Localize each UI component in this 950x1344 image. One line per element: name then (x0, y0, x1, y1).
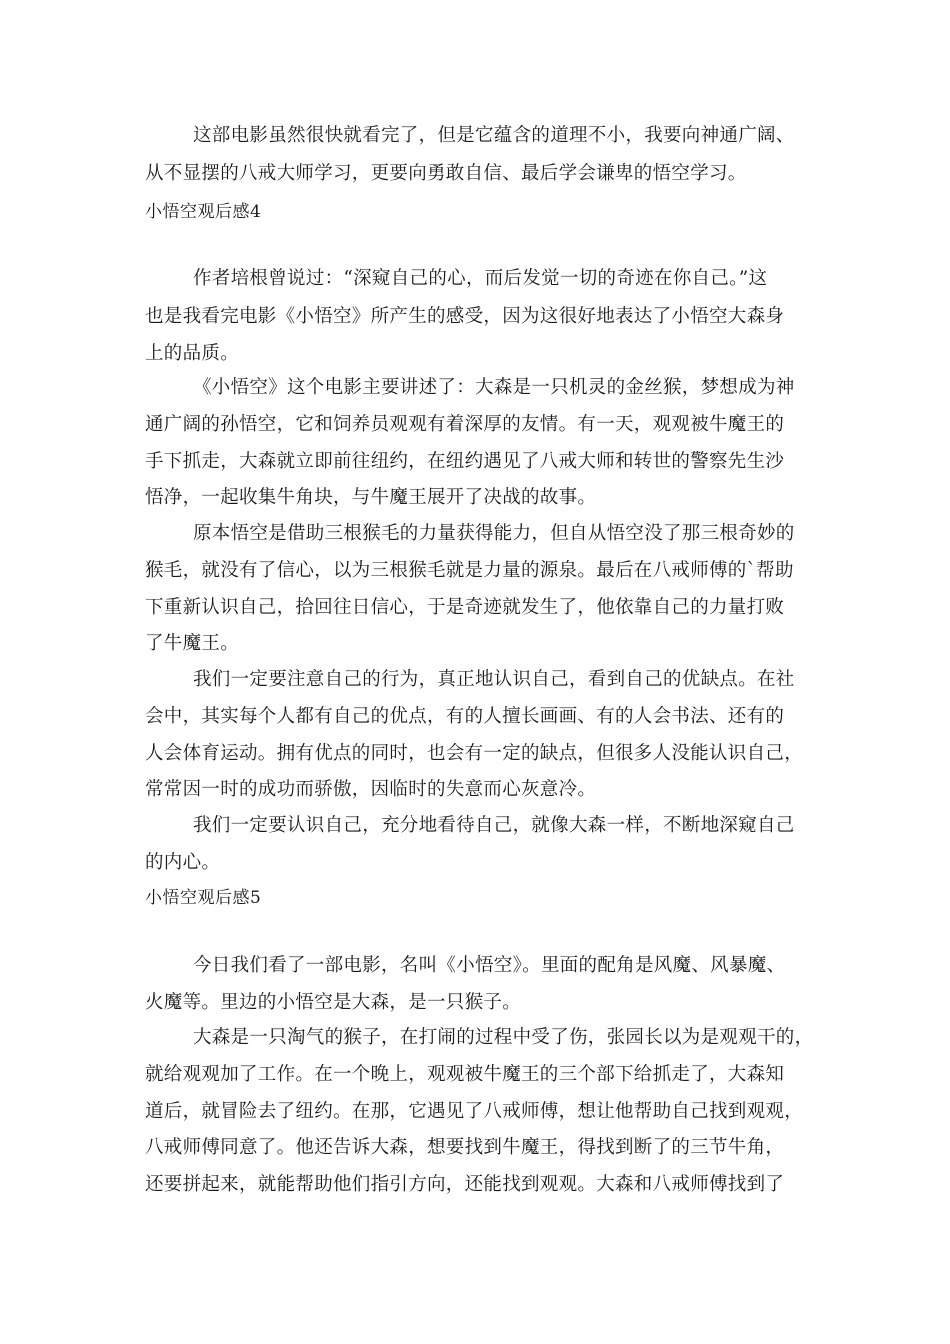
text-line: 也是我看完电影《小悟空》所产生的感受，因为这很好地表达了小悟空大森身 (145, 306, 785, 327)
text-line: 还要拼起来，就能帮助他们指引方向，还能找到观观。大森和八戒师傅找到了 (145, 1174, 785, 1195)
text-line: 常常因一时的成功而骄傲，因临时的失意而心灰意冷。 (145, 779, 597, 800)
text-line: 今日我们看了一部电影，名叫《小悟空》。里面的配角是风魔、风暴魔、 (193, 955, 786, 976)
text-line: 大森是一只淘气的猴子，在打闹的过程中受了伤，张园长以为是观观干的， (193, 1027, 814, 1048)
text-line: 人会体育运动。拥有优点的同时，也会有一定的缺点，但很多人没能认识自己， (145, 743, 804, 764)
section-heading-5: 小悟空观后感5 (145, 888, 262, 908)
text-line: 悟净，一起收集牛角块，与牛魔王展开了决战的故事。 (145, 487, 597, 508)
text-line: 下重新认识自己，拾回往日信心，于是奇迹就发生了，他依靠自己的力量打败 (145, 597, 785, 618)
text-line: 上的品质。 (145, 343, 240, 364)
text-line: 了牛魔王。 (145, 633, 240, 654)
text-line: 猴毛，就没有了信心，以为三根猴毛就是力量的源泉。最后在八戒师傅的`帮助 (145, 560, 794, 581)
text-line: 我们一定要认识自己，充分地看待自己，就像大森一样，不断地深窥自己 (193, 815, 795, 836)
text-line: 这部电影虽然很快就看完了，但是它蕴含的道理不小，我要向神通广阔、 (193, 125, 795, 146)
section-heading-4: 小悟空观后感4 (145, 202, 262, 222)
text-line: 会中，其实每个人都有自己的优点，有的人擅长画画、有的人会书法、还有的 (145, 706, 785, 727)
text-line: 作者培根曾说过：“深窥自己的心，而后发觉一切的奇迹在你自己。”这 (193, 268, 768, 289)
text-line: 《小悟空》这个电影主要讲述了：大森是一只机灵的金丝猴，梦想成为神 (193, 377, 795, 398)
text-line: 道后，就冒险去了纽约。在那，它遇见了八戒师傅，想让他帮助自己找到观观， (145, 1101, 804, 1122)
text-line: 就给观观加了工作。在一个晚上，观观被牛魔王的三个部下给抓走了，大森知 (145, 1064, 785, 1085)
text-line: 从不显摆的八戒大师学习，更要向勇敢自信、最后学会谦卑的悟空学习。 (145, 163, 747, 184)
text-line: 手下抓走，大森就立即前往纽约，在纽约遇见了八戒大师和转世的警察先生沙 (145, 451, 785, 472)
text-line: 八戒师傅同意了。他还告诉大森，想要找到牛魔王，得找到断了的三节牛角， (145, 1137, 785, 1158)
text-line: 我们一定要注意自己的行为，真正地认识自己，看到自己的优缺点。在社 (193, 669, 795, 690)
text-line: 的内心。 (145, 852, 221, 873)
text-line: 火魔等。里边的小悟空是大森，是一只猴子。 (145, 992, 522, 1013)
text-line: 原本悟空是借助三根猴毛的力量获得能力，但自从悟空没了那三根奇妙的 (193, 523, 795, 544)
text-line: 通广阔的孙悟空，它和饲养员观观有着深厚的友情。有一天，观观被牛魔王的 (145, 414, 785, 435)
